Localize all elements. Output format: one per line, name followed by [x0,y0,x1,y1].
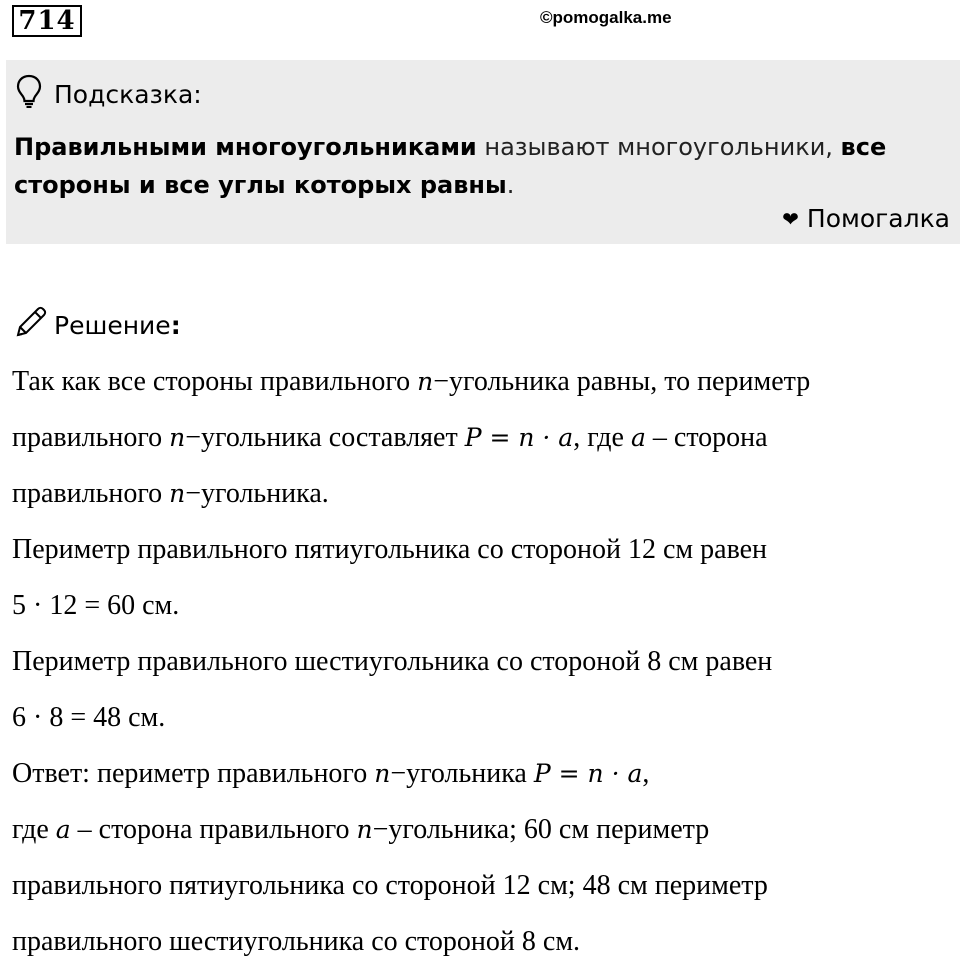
text-span: , где [573,422,631,453]
text-span: Периметр правильного шестиугольника со стороной 8 см равен [12,646,773,677]
math-formula: P = n · a [464,423,574,452]
hint-box [6,60,960,244]
text-span: правильного пятиугольника со стороной 12 см; 48 см периметр [12,870,768,901]
text-span: Периметр правильного пятиугольника со стороной 12 см равен [12,534,768,565]
solution-header [14,305,181,345]
hint-bold-term: Правильными многоугольниками [14,133,477,161]
text-span: Ответ: периметр правильного [12,758,375,789]
math-n: n [374,759,391,788]
hint-text [14,128,944,204]
heart-icon: ❤ [782,206,799,231]
text-span: правильного [12,478,170,509]
math-n: n [169,423,186,452]
solution-line [12,752,952,808]
lightbulb-icon [16,74,54,114]
solution-line [12,640,952,696]
brand-label: Помогалка [806,204,950,233]
solution-line [12,920,952,976]
text-span: −угольника. [185,478,329,509]
text-span: 5 · 12 = 60 см. [12,590,180,621]
math-n: n [417,367,434,396]
hint-end: . [506,171,515,199]
solution-line [12,528,952,584]
math-a: a [55,815,71,844]
solution-line [12,864,952,920]
solution-line [12,696,952,752]
solution-line [12,584,952,640]
text-span: −угольника; 60 см периметр [372,814,710,845]
text-span: −угольника составляет [185,422,465,453]
math-n: n [356,815,373,844]
solution-line [12,360,952,416]
text-span: правильного [12,422,170,453]
hint-bold-rest: все стороны и все углы которых равны [14,133,887,199]
math-a: a [630,423,646,452]
solution-colon: : [170,310,181,340]
solution-line [12,416,952,472]
solution-title: Решение [54,310,171,340]
text-span: , [642,758,650,789]
solution-line [12,808,952,864]
hint-title: Подсказка: [54,79,202,109]
text-span: где [12,814,56,845]
text-span: −угольника [390,758,534,789]
text-span: Так как все стороны правильного [12,366,418,397]
math-formula: P = n · a [533,759,643,788]
problem-number: 714 [12,5,82,37]
hint-middle: называют многоугольники, [476,133,841,161]
solution-line [12,472,952,528]
text-span: 6 · 8 = 48 см. [12,702,166,733]
hint-brand [782,204,950,233]
math-n: n [169,479,186,508]
hint-header [16,74,202,114]
text-span: – сторона правильного [70,814,357,845]
text-span: правильного шестиугольника со стороной 8 см. [12,926,581,957]
site-credit: ©pomogalka.me [540,8,672,27]
pencil-icon [14,305,54,345]
solution-text [12,360,952,976]
text-span: −угольника равны, то периметр [433,366,811,397]
text-span: – сторона [645,422,768,453]
